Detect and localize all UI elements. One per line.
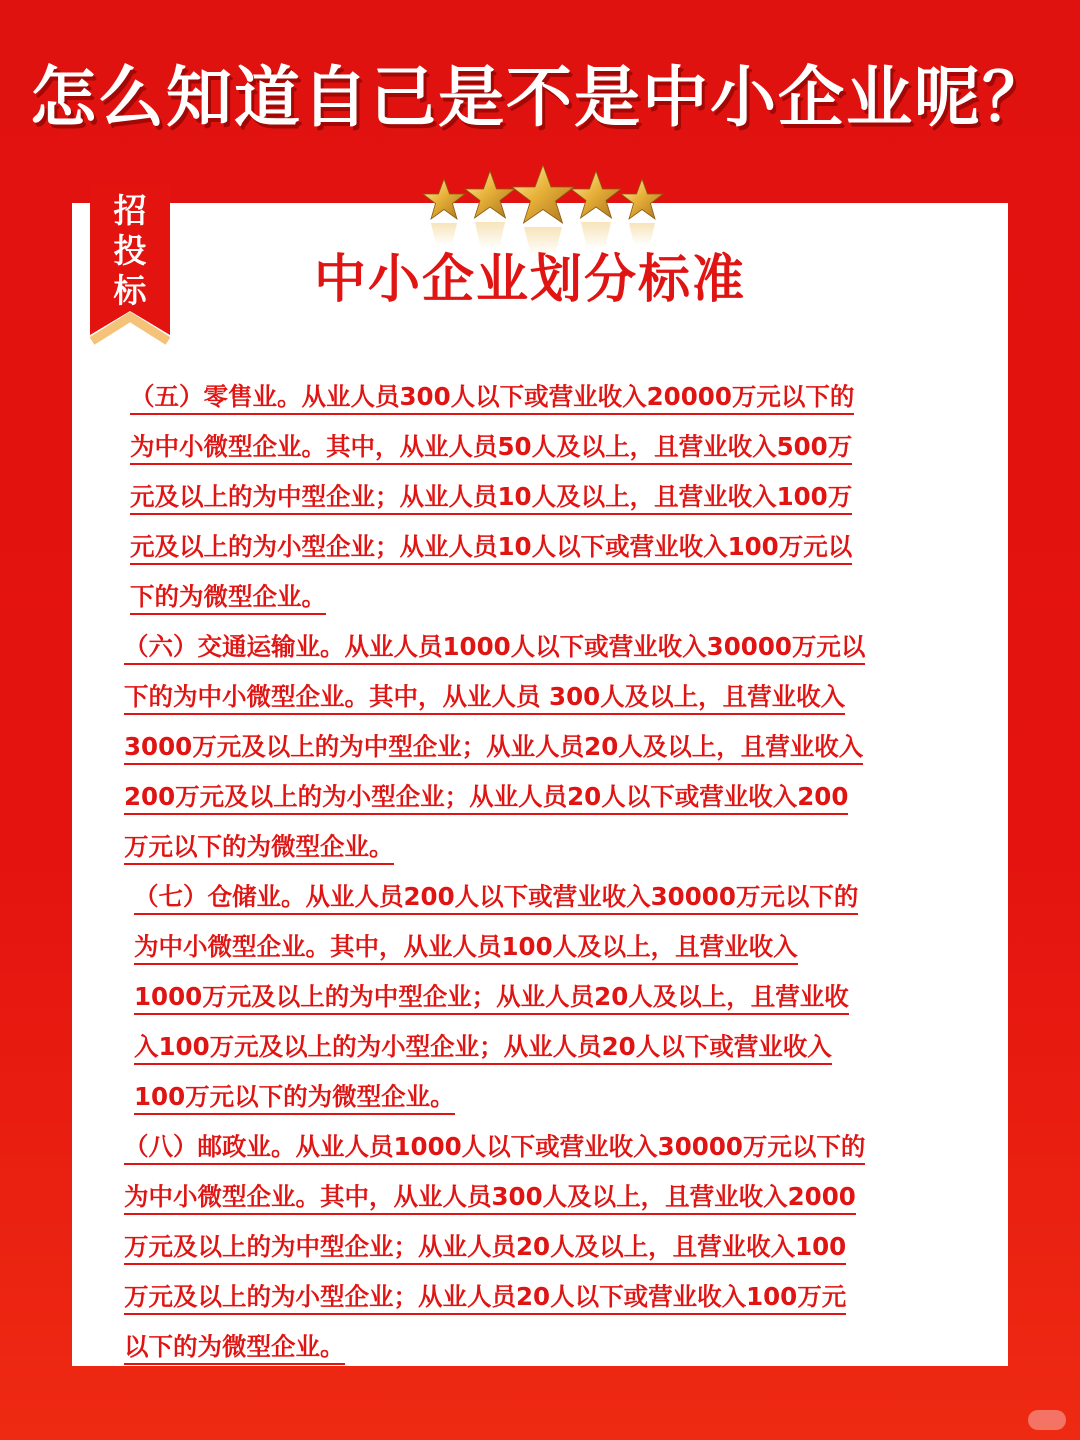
text-line-content: 万元及以上的为小型企业；从业人员20人以下或营业收入100万元	[124, 1282, 846, 1315]
text-line-content: （八）邮政业。从业人员1000人以下或营业收入30000万元以下的	[124, 1132, 865, 1165]
text-line-content: （五）零售业。从业人员300人以下或营业收入20000万元以下的	[130, 382, 854, 415]
section-postal	[124, 1124, 954, 1374]
text-line	[124, 1224, 954, 1274]
text-line-content: 万元及以上的为中型企业；从业人员20人及以上，且营业收入100	[124, 1232, 846, 1265]
ribbon-char: 招	[113, 191, 147, 230]
text-line	[124, 1274, 954, 1324]
text-line-content: 元及以上的为小型企业；从业人员10人以下或营业收入100万元以	[130, 532, 852, 565]
text-line	[124, 724, 954, 774]
text-line-content: 下的为微型企业。	[130, 582, 326, 615]
star-icon	[512, 165, 574, 255]
page-headline: 怎么知道自己是不是中小企业呢？	[30, 59, 1050, 136]
text-line	[124, 624, 954, 674]
text-line	[130, 474, 960, 524]
text-line-content: 3000万元及以上的为中型企业；从业人员20人及以上，且营业收入	[124, 732, 863, 765]
text-line-content: 200万元及以上的为小型企业；从业人员20人以下或营业收入200	[124, 782, 848, 815]
text-line	[124, 674, 954, 724]
text-line	[134, 1074, 964, 1124]
section-retail	[130, 374, 960, 624]
text-line	[130, 374, 960, 424]
text-line	[124, 1124, 954, 1174]
star-icon	[571, 171, 621, 249]
text-line	[124, 1174, 954, 1224]
text-line	[134, 874, 964, 924]
text-line-content: 元及以上的为中型企业；从业人员10人及以上，且营业收入100万	[130, 482, 852, 515]
text-line	[134, 924, 964, 974]
ribbon-char: 投	[113, 231, 147, 270]
section-warehousing	[134, 874, 964, 1124]
text-line	[124, 774, 954, 824]
text-line-content: 为中小微型企业。其中，从业人员100人及以上，且营业收入	[134, 932, 798, 965]
star-icon	[423, 179, 465, 245]
five-stars-decoration	[412, 165, 674, 255]
text-line-content: （七）仓储业。从业人员200人以下或营业收入30000万元以下的	[134, 882, 858, 915]
text-line-content: 以下的为微型企业。	[124, 1332, 345, 1365]
text-line	[124, 824, 954, 874]
text-line-content: 下的为中小微型企业。其中，从业人员 300人及以上，且营业收入	[124, 682, 845, 715]
watermark-badge	[1028, 1410, 1066, 1430]
text-line	[134, 1024, 964, 1074]
text-line	[134, 974, 964, 1024]
text-line-content: 100万元以下的为微型企业。	[134, 1082, 455, 1115]
ribbon-char: 标	[113, 271, 147, 310]
text-line-content: 入100万元及以上的为小型企业；从业人员20人以下或营业收入	[134, 1032, 832, 1065]
text-line-content: 为中小微型企业。其中，从业人员300人及以上，且营业收入2000	[124, 1182, 856, 1215]
text-line-content: 万元以下的为微型企业。	[124, 832, 394, 865]
text-line	[130, 524, 960, 574]
text-line-content: （六）交通运输业。从业人员1000人以下或营业收入30000万元以	[124, 632, 865, 665]
star-icon	[465, 171, 515, 249]
text-line	[130, 424, 960, 474]
section-transport	[124, 624, 954, 874]
star-icon	[621, 179, 663, 245]
text-line	[130, 574, 960, 624]
text-line	[124, 1324, 954, 1374]
text-line-content: 1000万元及以上的为中型企业；从业人员20人及以上，且营业收	[134, 982, 849, 1015]
card-title: 中小企业划分标准	[313, 250, 746, 310]
text-line-content: 为中小微型企业。其中，从业人员50人及以上，且营业收入500万	[130, 432, 852, 465]
